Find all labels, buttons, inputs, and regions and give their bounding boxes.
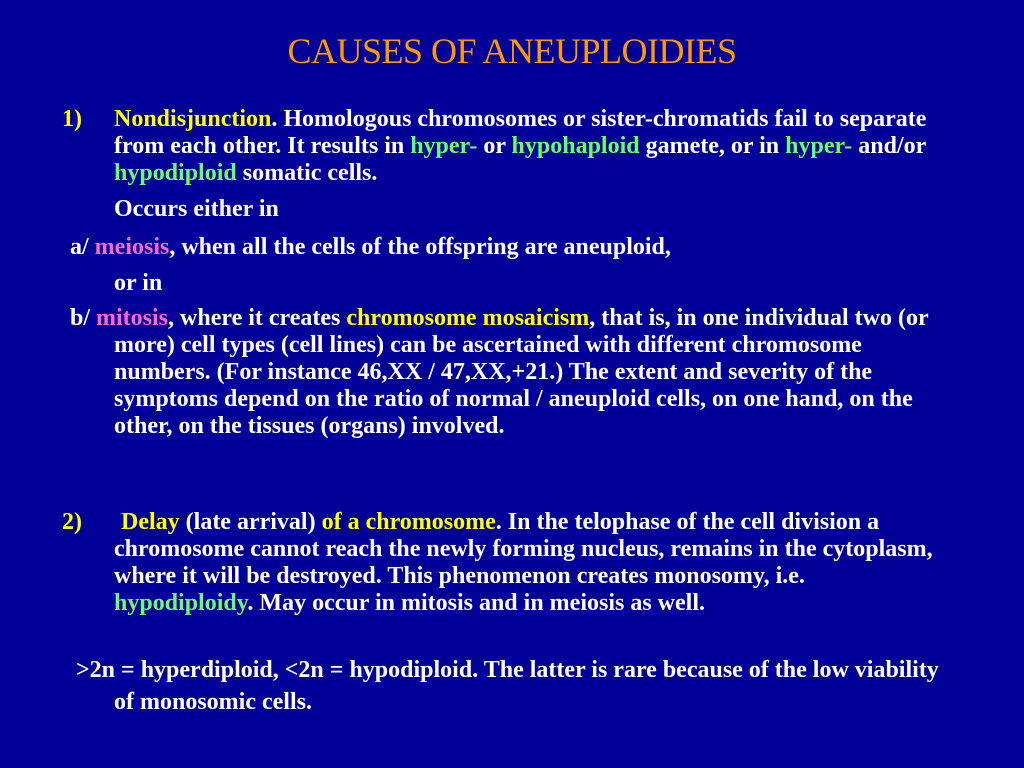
item1-dot: . — [271, 106, 278, 132]
item1-text-3: gamete, or in — [639, 133, 786, 159]
item1-text-1: Homologous chromosomes or sister-chromatids fail to separate from each other. It results in — [114, 106, 927, 159]
sub-a-paragraph — [70, 234, 970, 261]
item1-text-2: or — [477, 133, 512, 159]
slide-title: CAUSES OF ANEUPLOIDIES — [287, 31, 737, 71]
item1-highlight-4: hypodiploid — [114, 160, 237, 186]
sub-a-text: , when all the cells of the offspring are aneuploid, — [169, 234, 671, 260]
sub-b-highlight: chromosome mosaicism — [346, 305, 590, 331]
item1-text-4: and/or — [852, 133, 926, 159]
item1-highlight-2: hypohaploid — [511, 133, 640, 159]
item2-highlight-1: of a chromosome — [321, 509, 496, 535]
item2-text-3: . May occur in mitosis and in meiosis as well. — [247, 590, 705, 616]
item2-paragraph — [114, 509, 934, 617]
sub-a-term: meiosis — [94, 234, 170, 260]
item1-term: Nondisjunction — [114, 106, 272, 132]
item2-text-2: . In the telophase of the cell division a chromosome cannot reach the newly forming nucleus, remains in the cytoplasm, where it will be destroyed. This phenomenon creates monosomy, i.e. — [114, 509, 933, 589]
occurs-line: Occurs either in — [114, 196, 279, 222]
sub-a-prefix: a/ — [70, 234, 95, 260]
item2-highlight-2: hypodiploidy — [114, 590, 248, 616]
note-paragraph: >2n = hyperdiploid, <2n = hypodiploid. The latter is rare because of the low viability of monosomic cells. — [76, 657, 939, 715]
item2-number: 2) — [62, 509, 82, 535]
sub-b-paragraph — [70, 305, 960, 440]
or-in-line: or in — [114, 270, 163, 296]
sub-b-text-2: , that is, in one individual two (or more) cell types (cell lines) can be ascertained with different chromosome numbers. (For instance 46,XX / 47,XX,+21.) The extent and severity of the symptoms depend on the ratio of normal / aneuploid cells, on one hand, on the other, on the tissues (organs) involved. — [114, 305, 929, 439]
sub-b-prefix: b/ — [70, 305, 97, 331]
item2-text-1: (late arrival) — [179, 509, 322, 535]
sub-b-term: mitosis — [96, 305, 169, 331]
item1-text-5: somatic cells. — [236, 160, 378, 186]
item1-paragraph — [114, 106, 954, 187]
item2-term: Delay — [121, 509, 180, 535]
item1-number: 1) — [62, 106, 82, 132]
sub-b-text-1: , where it creates — [168, 305, 347, 331]
item1-highlight-1: hyper- — [410, 133, 478, 159]
item1-highlight-3: hyper- — [785, 133, 853, 159]
